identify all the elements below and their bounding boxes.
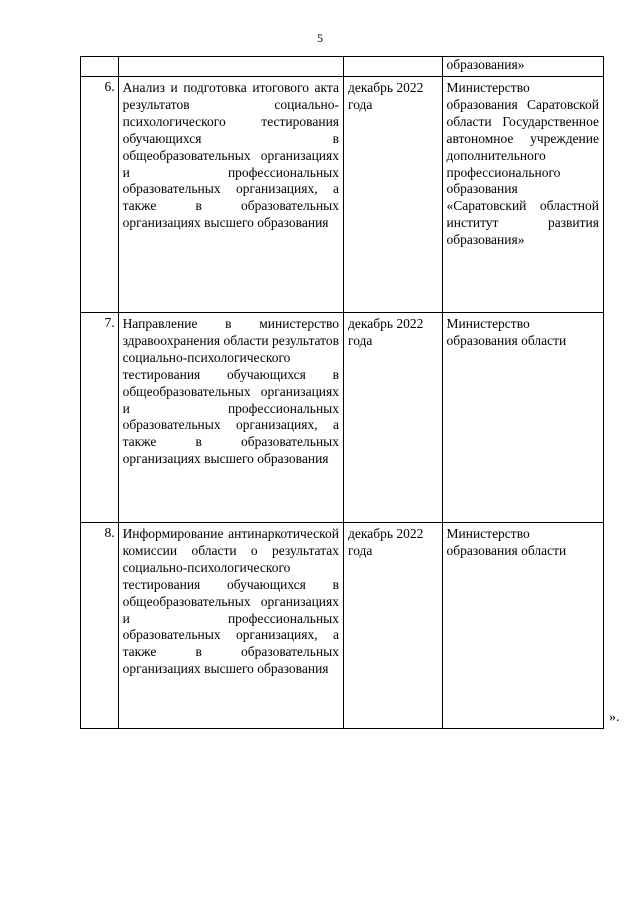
responsible-cell: Министерство образования области [442,313,604,523]
activity-cell: Направление в министерство здравоохранения области результатов социально-психологического тестирования обучающихся в общеобразовательных организациях и профессиональных образовательных организациях, а также в образовательных организациях высшего образования [118,313,343,523]
table-row [81,523,604,729]
activity-cell: Информирование антинаркотической комиссии области о результатах социально-психологического тестирования обучающихся в общеобразовательных организациях и профессиональных образовательных организациях, а также в образовательных организациях высшего образования [118,523,343,729]
activity-plan-table [80,56,604,729]
table-row-continuation [81,57,604,77]
term-cell: декабрь 2022 года [344,313,443,523]
responsible-cell: Министерство образования Саратовской области Государственное автономное учреждение дополнительного профессионального образования «Саратовский областной институт развития образования» [442,77,604,313]
term-cell [344,57,443,77]
responsible-cell: Министерство образования области [442,523,604,729]
closing-quote: ». [609,710,620,725]
num-cell: 6. [81,77,119,313]
page-number: 5 [317,31,323,45]
responsible-cell: образования» [442,57,604,77]
term-cell: декабрь 2022 года [344,77,443,313]
num-cell: 7. [81,313,119,523]
activity-cell [118,57,343,77]
table-row [81,77,604,313]
num-cell [81,57,119,77]
activity-cell: Анализ и подготовка итогового акта результатов социально-психологического тестирования обучающихся в общеобразовательных организациях и профессиональных образовательных организациях, а также в образовательных организациях высшего образования [118,77,343,313]
num-cell: 8. [81,523,119,729]
term-cell: декабрь 2022 года [344,523,443,729]
table-row [81,313,604,523]
